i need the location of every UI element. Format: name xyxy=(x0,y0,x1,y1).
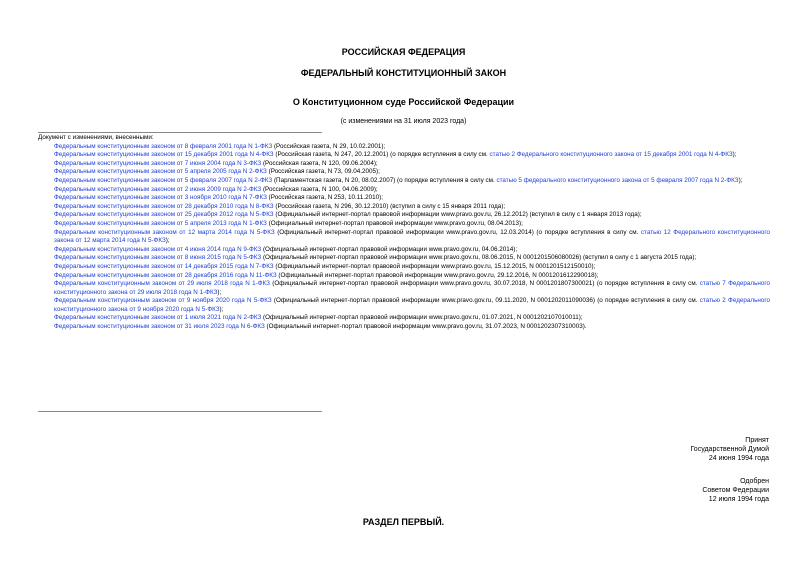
change-item xyxy=(38,220,770,229)
top-divider xyxy=(38,132,322,133)
publication-note: (Официальный интернет-портал правовой информации www.pravo.gov.ru, 08.06.2015, N 0001201506080026) (вступил в силу с 1 августа 2015 года); xyxy=(261,254,697,262)
document-title: О Конституционном суде Российской Федерации xyxy=(292,97,515,107)
publication-note: (Российская газета, N 120, 09.06.2004); xyxy=(261,159,378,167)
amending-law-link[interactable]: Федеральным конституционным законом от 2 июня 2009 года N 2-ФКЗ xyxy=(54,185,262,193)
amending-law-link[interactable]: Федеральным конституционным законом от 5 апреля 2013 года N 1-ФКЗ xyxy=(54,219,267,227)
amending-law-link[interactable]: Федеральным конституционным законом от 5 февраля 2007 года N 2-ФКЗ xyxy=(54,176,273,184)
publication-note: (Официальный интернет-портал правовой информации www.pravo.gov.ru, 15.12.2015, N 0001201512150010); xyxy=(273,262,596,270)
publication-note: (Официальный интернет-портал правовой информации www.pravo.gov.ru, 29.12.2016, N 0001201612290018); xyxy=(276,271,599,279)
publication-note: (Официальный интернет-портал правовой информации www.pravo.gov.ru, 26.12.2012) (вступил в силу с 1 января 2013 года); xyxy=(273,211,642,219)
amending-law-link[interactable]: Федеральным конституционным законом от 25 декабря 2012 года N 5-ФКЗ xyxy=(54,211,274,219)
changes-block xyxy=(38,134,770,332)
publication-note: (Официальный интернет-портал правовой информации www.pravo.gov.ru, 09.11.2020, N 0001202011090036) (о порядке вступления в силу см. xyxy=(271,297,700,305)
change-item xyxy=(38,254,770,263)
amending-law-link[interactable]: Федеральным конституционным законом от 12 марта 2014 года N 5-ФКЗ xyxy=(54,228,275,236)
change-item xyxy=(38,272,770,281)
amending-law-link[interactable]: Федеральным конституционным законом от 7 июня 2004 года N 3-ФКЗ xyxy=(54,159,262,167)
change-item xyxy=(38,177,770,186)
changes-list xyxy=(38,143,770,332)
change-item xyxy=(38,168,770,177)
approved-block xyxy=(702,477,769,504)
change-item xyxy=(38,323,770,332)
change-item xyxy=(38,229,770,246)
publication-note: (Российская газета, N 296, 30.12.2010) (вступил в силу с 15 января 2011 года); xyxy=(273,202,506,210)
approved-label: Одобрен xyxy=(740,478,769,485)
law-type-heading: ФЕДЕРАЛЬНЫЙ КОНСТИТУЦИОННЫЙ ЗАКОН xyxy=(300,68,507,78)
publication-note-end: ); xyxy=(738,176,743,184)
amending-law-link[interactable]: Федеральным конституционным законом от 4 июня 2014 года N 9-ФКЗ xyxy=(54,245,262,253)
publication-note: (Официальный интернет-портал правовой информации www.pravo.gov.ru, 01.07.2021, N 0001202107010011); xyxy=(261,314,583,322)
change-item xyxy=(38,194,770,203)
publication-note: (Официальный интернет-портал правовой информации www.pravo.gov.ru, 08.04.2013); xyxy=(266,219,523,227)
amending-law-link[interactable]: Федеральным конституционным законом от 29 июля 2018 года N 1-ФКЗ xyxy=(54,280,270,288)
amending-law-link[interactable]: Федеральным конституционным законом от 9 ноября 2020 года N 5-ФКЗ xyxy=(54,297,272,305)
section-heading: РАЗДЕЛ ПЕРВЫЙ. xyxy=(362,517,445,527)
change-item xyxy=(38,263,770,272)
approved-body: Советом Федерации xyxy=(702,487,769,494)
approved-date: 12 июля 1994 года xyxy=(708,496,769,503)
adopted-label: Принят xyxy=(745,437,769,444)
change-item xyxy=(38,297,770,314)
adopted-date: 24 июня 1994 года xyxy=(708,455,769,462)
change-item xyxy=(38,211,770,220)
publication-note: (Парламентская газета, N 20, 08.02.2007) (о порядке вступления в силу см. xyxy=(272,176,497,184)
publication-note: (Официальный интернет-портал правовой информации www.pravo.gov.ru, 04.06.2014); xyxy=(261,245,518,253)
effective-date-article-link[interactable]: статью 2 Федерального конституционного закона от 15 декабря 2001 года N 4-ФКЗ xyxy=(489,151,733,159)
amending-law-link[interactable]: Федеральным конституционным законом от 3 ноября 2010 года N 7-ФКЗ xyxy=(54,194,267,202)
change-item xyxy=(38,186,770,195)
publication-note-end: ); xyxy=(219,305,224,313)
publication-note: (Российская газета, N 100, 04.06.2009); xyxy=(261,185,378,193)
amending-law-link[interactable]: Федеральным конституционным законом от 8 июня 2015 года N 5-ФКЗ xyxy=(54,254,262,262)
amending-law-link[interactable]: Федеральным конституционным законом от 5 апреля 2005 года N 2-ФКЗ xyxy=(54,168,267,176)
effective-date-article-link[interactable]: статью 7 Федерального конституционного закона от 29 июля 2018 года N 1-ФКЗ xyxy=(54,280,771,296)
publication-note-end: ); xyxy=(217,288,222,296)
changes-intro: Документ с изменениями, внесенными: xyxy=(38,134,154,141)
publication-note: (Российская газета, N 29, 10.02.2001); xyxy=(272,142,386,150)
effective-date-article-link[interactable]: статью 5 федерального конституционного закона от 5 февраля 2007 года N 2-ФКЗ xyxy=(496,176,739,184)
document-subtitle: (с изменениями на 31 июля 2023 года) xyxy=(340,118,467,125)
publication-note: (Российская газета, N 247, 20.12.2001) (о порядке вступления в силу см. xyxy=(273,151,490,159)
country-heading: РОССИЙСКАЯ ФЕДЕРАЦИЯ xyxy=(341,47,466,57)
bottom-divider xyxy=(38,411,322,412)
adopted-block xyxy=(690,436,769,463)
publication-note: (Российская газета, N 253, 10.11.2010); xyxy=(266,194,383,202)
publication-note-end: ); xyxy=(165,237,170,245)
amending-law-link[interactable]: Федеральным конституционным законом от 1 июля 2021 года N 2-ФКЗ xyxy=(54,314,262,322)
publication-note: (Российская газета, N 73, 09.04.2005); xyxy=(266,168,380,176)
amending-law-link[interactable]: Федеральным конституционным законом от 31 июля 2023 года N 6-ФКЗ xyxy=(54,323,265,331)
amending-law-link[interactable]: Федеральным конституционным законом от 28 декабря 2010 года N 8-ФКЗ xyxy=(54,202,274,210)
effective-date-article-link[interactable]: статью 12 Федерального конституционного закона от 12 марта 2014 года N 5-ФКЗ xyxy=(54,228,770,245)
publication-note: (Официальный интернет-портал правовой информации www.pravo.gov.ru, 31.07.2023, N 0001202307310003). xyxy=(264,323,587,331)
effective-date-article-link[interactable]: статью 2 Федерального конституционного закона от 9 ноября 2020 года N 5-ФКЗ xyxy=(54,297,770,313)
publication-note: (Официальный интернет-портал правовой информации www.pravo.gov.ru, 30.07.2018, N 0001201807300021) (о порядке вступления в силу см. xyxy=(269,280,700,288)
publication-note: (Официальный интернет-портал правовой информации www.pravo.gov.ru, 12.03.2014) (о порядке вступления в силу см. xyxy=(274,228,641,236)
amending-law-link[interactable]: Федеральным конституционным законом от 28 декабря 2016 года N 11-ФКЗ xyxy=(54,271,277,279)
amending-law-link[interactable]: Федеральным конституционным законом от 15 декабря 2001 года N 4-ФКЗ xyxy=(54,151,274,159)
change-item xyxy=(38,280,770,297)
amending-law-link[interactable]: Федеральным конституционным законом от 8 февраля 2001 года N 1-ФКЗ xyxy=(54,142,273,150)
publication-note-end: ); xyxy=(732,151,737,159)
change-item xyxy=(38,143,770,152)
amending-law-link[interactable]: Федеральным конституционным законом от 14 декабря 2015 года N 7-ФКЗ xyxy=(54,262,274,270)
adopted-body: Государственной Думой xyxy=(690,446,769,453)
change-item xyxy=(38,151,770,160)
change-item xyxy=(38,314,770,323)
